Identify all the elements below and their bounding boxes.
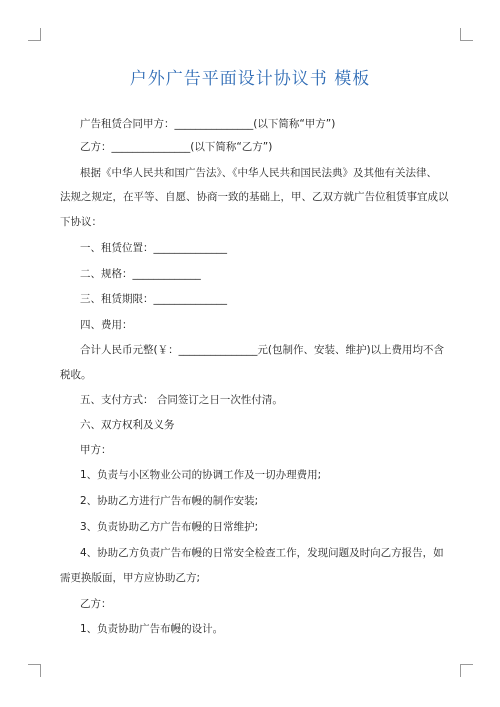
fee-line-1: 合计人民币元整(￥：_______________元(包制作、安装、维护)以上费用均不含 xyxy=(80,344,445,356)
preamble-line-3: 下协议： xyxy=(60,216,102,228)
party-a-duty-4-line-2: 需更换版面，甲方应协助乙方; xyxy=(60,572,201,584)
clause-location: 一、租赁位置：______________ xyxy=(80,242,227,254)
crop-mark-top-left xyxy=(28,28,41,41)
crop-mark-top-right xyxy=(460,28,473,41)
party-b-heading: 乙方： xyxy=(80,598,112,610)
fee-line-2: 税收。 xyxy=(60,369,92,381)
clause-rights-heading: 六、双方权利及义务 xyxy=(80,419,175,431)
document-title: 户外广告平面设计协议书 模板 xyxy=(129,69,371,89)
preamble-line-2: 法规之规定，在平等、自愿、协商一致的基础上，甲、乙双方就广告位租赁事宜成以 xyxy=(60,191,449,203)
preamble-line-1: 根据《中华人民共和国广告法》、《中华人民共和国民法典》及其他有关法律、 xyxy=(80,167,437,179)
party-b-line: 乙方：_______________(以下简称“乙方”) xyxy=(80,141,273,153)
clause-size: 二、规格：_____________ xyxy=(80,268,201,280)
crop-mark-bottom-right xyxy=(460,664,473,677)
crop-mark-bottom-left xyxy=(28,664,41,677)
party-a-duty-4-line-1: 4、协助乙方负责广告布幔的日常安全检查工作，发现问题及时向乙方报告，如 xyxy=(80,547,444,559)
party-a-duty-2: 2、协助乙方进行广告布幔的制作安装; xyxy=(80,495,259,507)
party-a-duty-3: 3、负责协助乙方广告布幔的日常维护; xyxy=(80,521,259,533)
party-a-duty-1: 1、负责与小区物业公司的协调工作及一切办理费用; xyxy=(80,469,322,481)
clause-payment: 五、支付方式： 合同签订之日一次性付清。 xyxy=(80,394,283,406)
party-a-heading: 甲方： xyxy=(80,444,112,456)
clause-fee-heading: 四、费用： xyxy=(80,319,133,331)
clause-term: 三、租赁期限：______________ xyxy=(80,293,227,305)
party-b-duty-1: 1、负责协助广告布幔的设计。 xyxy=(80,623,224,635)
party-a-line: 广告租赁合同甲方：_______________(以下简称“甲方”) xyxy=(80,118,336,130)
